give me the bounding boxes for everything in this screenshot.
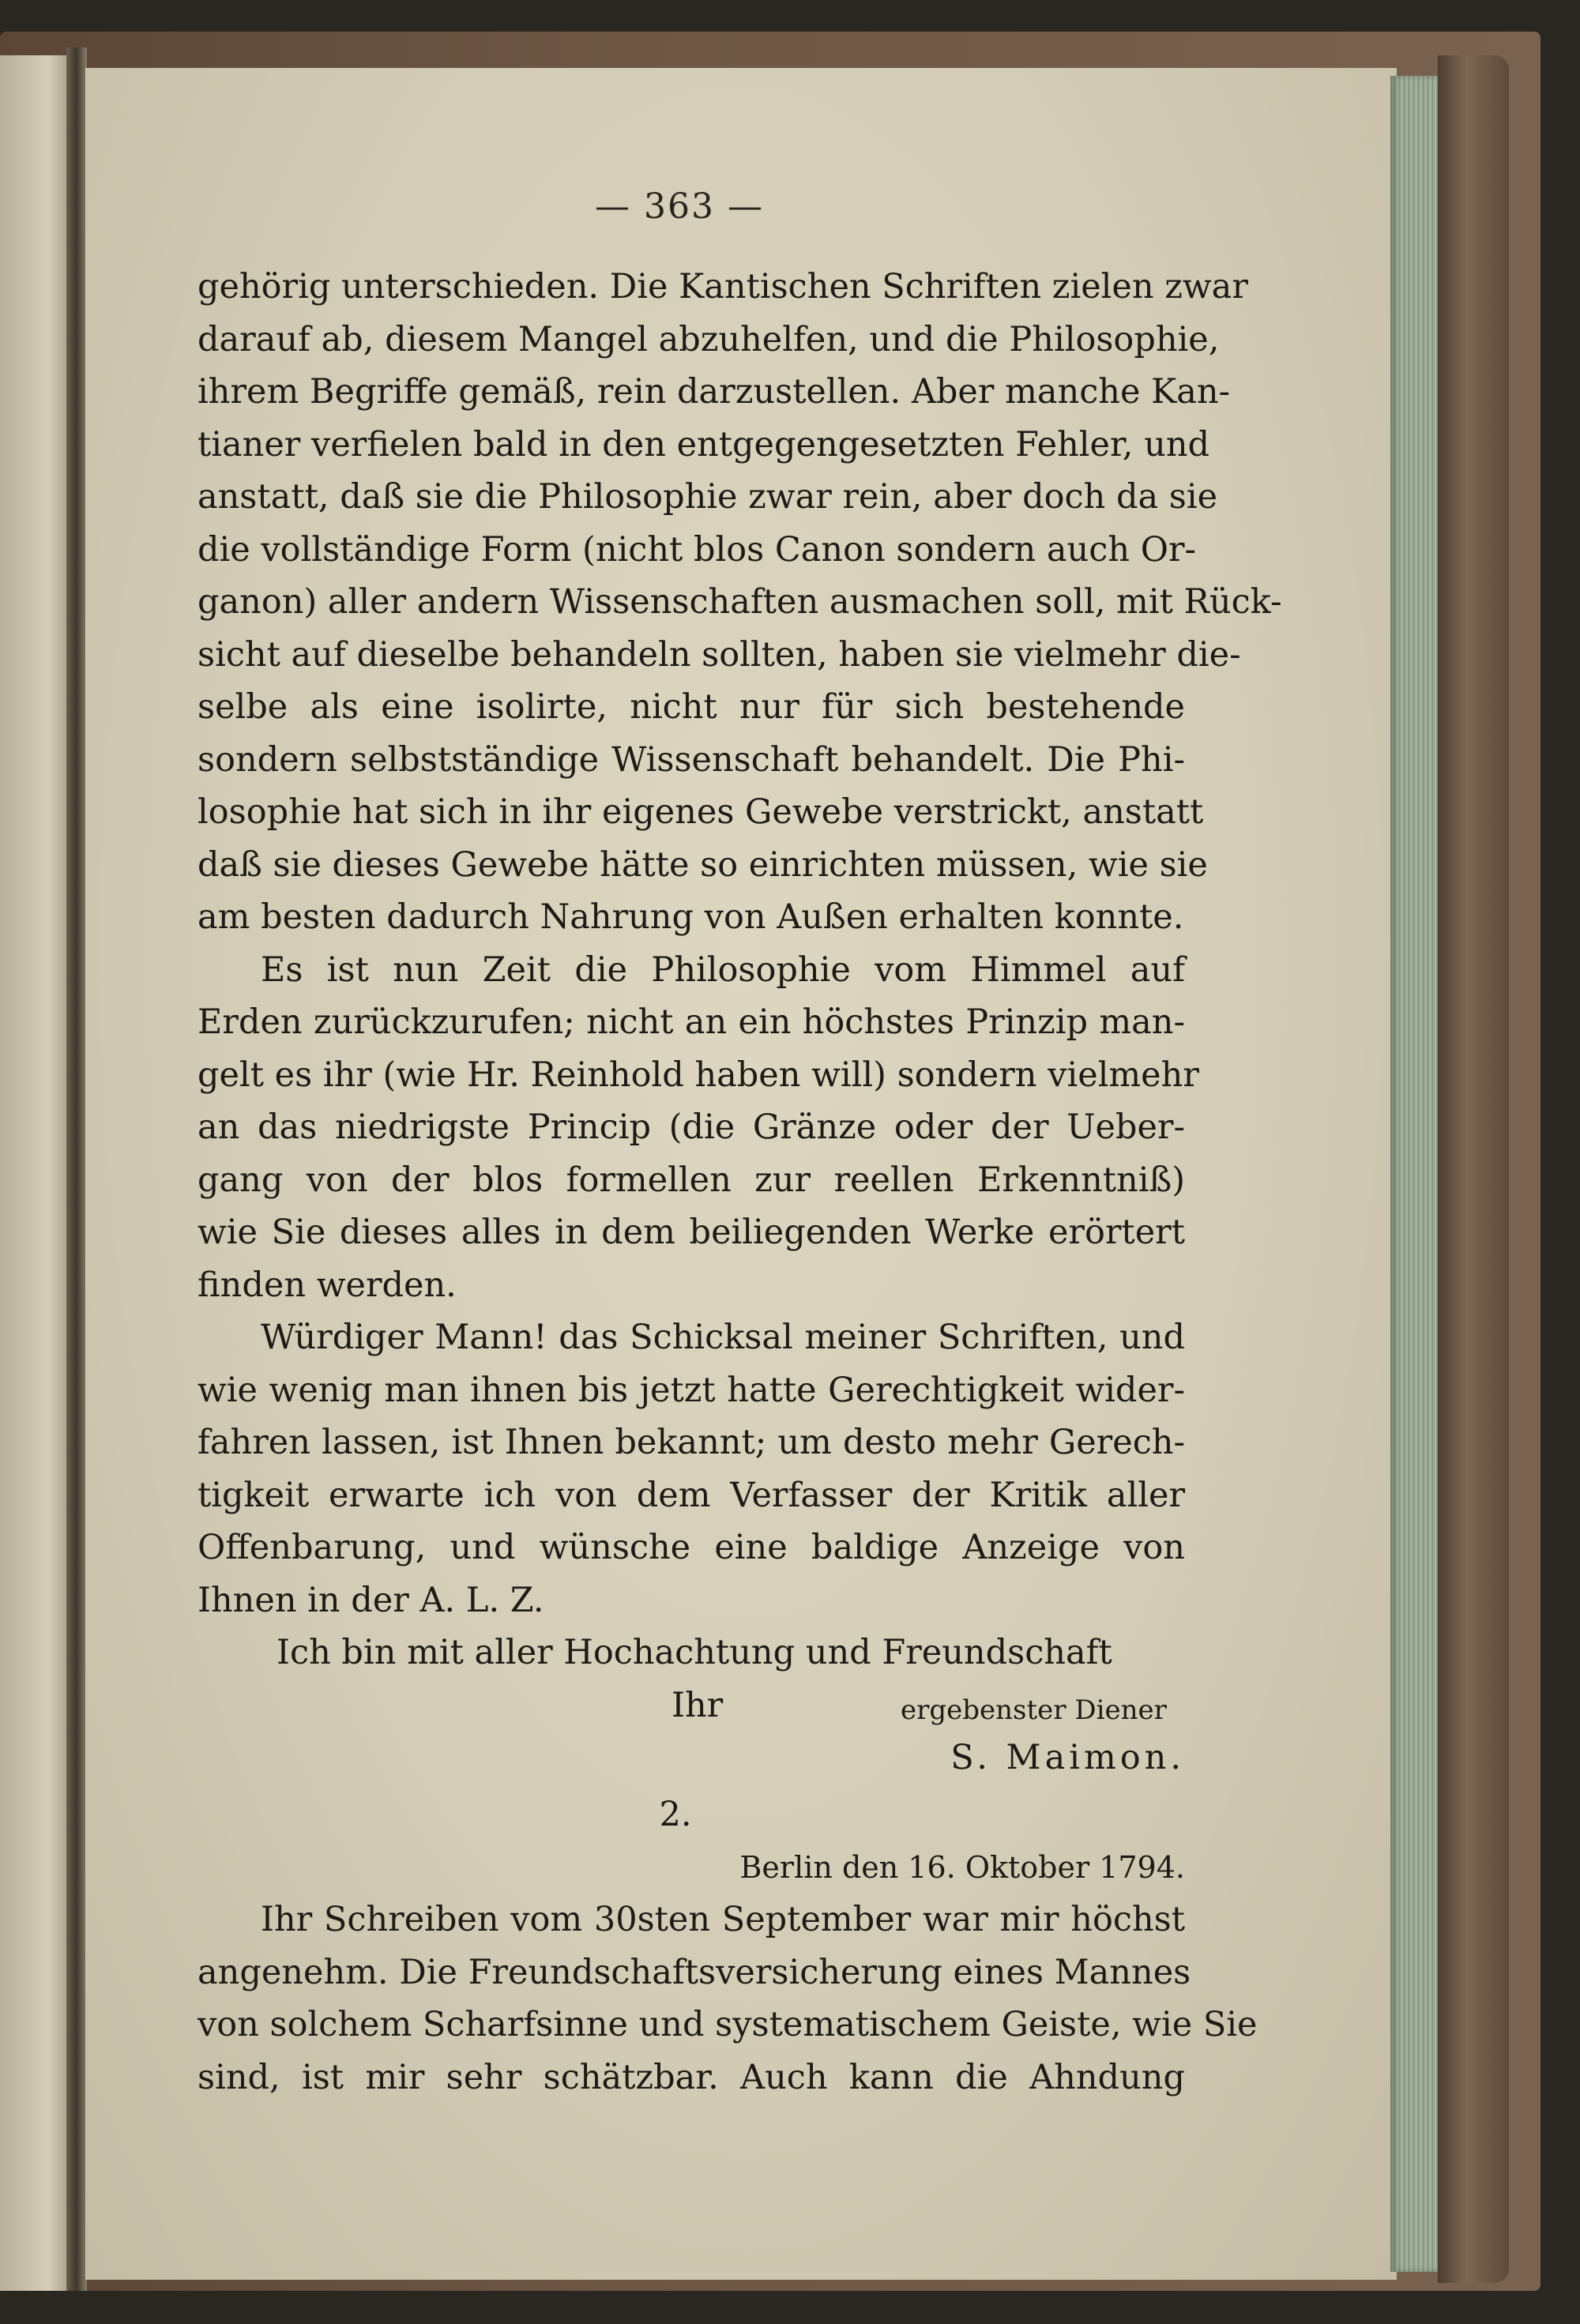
text-line: darauf ab, diesem Mangel abzuhelfen, und die Philosophie,	[198, 319, 1220, 359]
letter-closing: Ich bin mit aller Hochachtung und Freundschaft	[276, 1633, 1112, 1672]
text-line: angenehm. Die Freundschaftsversicherung eines Mannes	[198, 1952, 1191, 1992]
page-text	[198, 261, 1282, 2104]
text-line: wie wenig man ihnen bis jetzt hatte Gerechtigkeit wider-	[198, 1370, 1185, 1410]
text-line: selbe als eine isolirte, nicht nur für sich bestehende	[198, 687, 1185, 727]
text-line: sicht auf dieselbe behandeln sollten, haben sie vielmehr die-	[198, 634, 1241, 675]
letter2-paragraph-1	[198, 1893, 1258, 2104]
text-line: sind, ist mir sehr schätzbar. Auch kann die Ahndung	[198, 2057, 1185, 2097]
text-line: die vollständige Form (nicht blos Canon sondern auch Or-	[198, 529, 1197, 570]
letter1-paragraph-2	[198, 944, 1199, 1312]
text-line: Ihnen in der A. L. Z.	[198, 1580, 544, 1620]
text-line: tigkeit erwarte ich von dem Verfasser der Kritik aller	[198, 1475, 1185, 1515]
text-line: Es ist nun Zeit die Philosophie vom Himmel auf	[261, 950, 1185, 990]
text-line: daß sie dieses Gewebe hätte so einrichten müssen, wie sie	[198, 844, 1208, 885]
text-line: gang von der blos formellen zur reellen Erkenntniß)	[198, 1160, 1185, 1200]
letter-dateline: Berlin den 16. Oktober 1794.	[739, 1849, 1185, 1885]
left-page-edge	[0, 55, 70, 2291]
letter1-paragraph-1	[198, 261, 1282, 944]
text-line: Erden zurückzurufen; nicht an ein höchstes Prinzip man-	[198, 1002, 1185, 1042]
letter-number: 2.	[659, 1795, 692, 1834]
letter1-paragraph-3	[198, 1311, 1185, 1626]
text-line: Ihr Schreiben vom 30sten September war mir höchst	[261, 1900, 1185, 1939]
signature-line	[198, 1679, 1185, 1732]
book-gutter	[66, 47, 87, 2291]
book-spine-rim	[1438, 55, 1509, 2283]
signature-ihr: Ihr	[672, 1685, 724, 1725]
text-line: Würdiger Mann! das Schicksal meiner Schriften, und	[261, 1318, 1185, 1357]
signature-diener: ergebenster Diener	[901, 1694, 1167, 1726]
text-line: wie Sie dieses alles in dem beiliegenden Werke erörtert	[198, 1213, 1185, 1252]
text-line: anstatt, daß sie die Philosophie zwar rein, aber doch da sie	[198, 477, 1218, 517]
text-line: ganon) aller andern Wissenschaften ausmachen soll, mit Rück-	[198, 582, 1282, 622]
text-line: gehörig unterschieden. Die Kantischen Schriften zielen zwar	[198, 267, 1248, 306]
text-line: von solchem Scharfsinne und systematischem Geiste, wie Sie	[198, 2005, 1258, 2044]
text-line: ihrem Begriffe gemäß, rein darzustellen. Aber manche Kan-	[198, 372, 1231, 412]
text-line: Offenbarung, und wünsche eine baldige Anzeige von	[198, 1528, 1185, 1567]
signature-name: S. Maimon.	[950, 1737, 1185, 1777]
text-line: gelt es ihr (wie Hr. Reinhold haben will) sondern vielmehr	[198, 1055, 1199, 1095]
text-line: tianer verfielen bald in den entgegengesetzten Fehler, und	[198, 424, 1210, 464]
text-line: an das niedrigste Princip (die Gränze oder der Ueber-	[198, 1107, 1185, 1147]
page-number: — 363 —	[595, 186, 764, 227]
text-line: am besten dadurch Nahrung von Außen erhalten konnte.	[198, 897, 1184, 937]
text-line: finden werden.	[198, 1265, 457, 1305]
text-line: fahren lassen, ist Ihnen bekannt; um desto mehr Gerech-	[198, 1423, 1185, 1462]
page-edges	[1390, 76, 1438, 2272]
text-line: sondern selbstständige Wissenschaft behandelt. Die Phi-	[198, 739, 1185, 780]
text-line: losophie hat sich in ihr eigenes Gewebe verstrickt, anstatt	[198, 792, 1204, 832]
